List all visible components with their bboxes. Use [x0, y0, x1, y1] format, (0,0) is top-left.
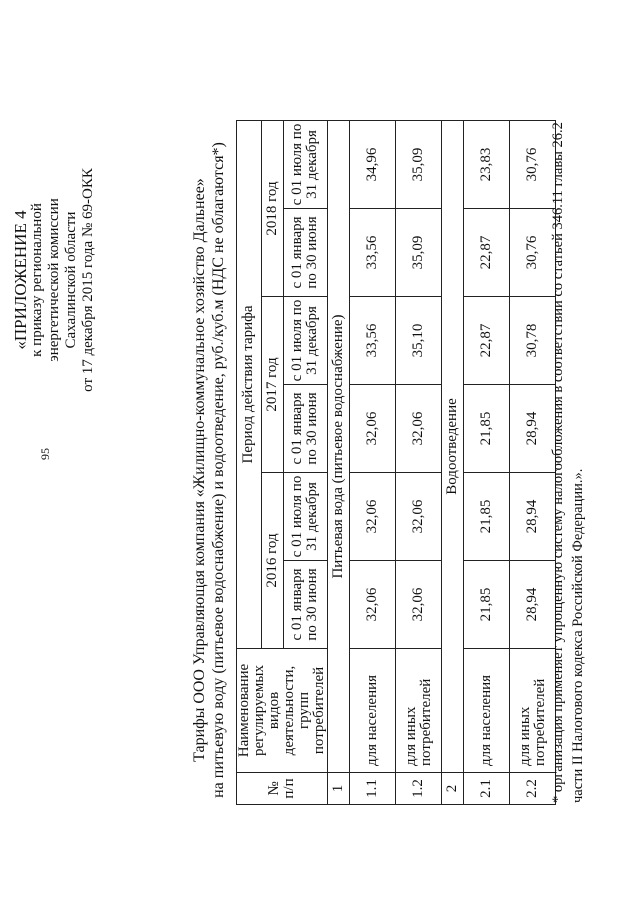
cell-value: 32,06	[396, 473, 442, 561]
cell-value: 34,96	[350, 121, 396, 209]
appendix-block	[12, 150, 97, 410]
cell-value: 30,76	[510, 209, 556, 297]
row-name: для населения	[464, 649, 510, 773]
cell-value: 32,06	[396, 561, 442, 649]
appendix-line: к приказу региональной	[29, 203, 45, 357]
row-name: для населения	[350, 649, 396, 773]
header-half: с 01 июля по 31 декабря	[283, 473, 327, 561]
header-half: с 01 июля по 31 декабря	[283, 121, 327, 209]
cell-value: 21,85	[464, 473, 510, 561]
title-line: на питьевую воду (питьевое водоснабжение) и водоотведение, руб./куб.м (НДС не облагаются*)	[210, 142, 227, 798]
cell-value: 21,85	[464, 561, 510, 649]
row-name: для иных потребителей	[510, 649, 556, 773]
section-num: 2	[442, 773, 464, 805]
row-num: 1.2	[396, 773, 442, 805]
cell-value: 32,06	[350, 385, 396, 473]
cell-value: 28,94	[510, 385, 556, 473]
section-num: 1	[328, 773, 350, 805]
cell-value: 35,09	[396, 209, 442, 297]
tariff-table	[236, 120, 556, 805]
document-title	[190, 140, 228, 800]
cell-value: 33,56	[350, 297, 396, 385]
section-title: Водоотведение	[442, 121, 464, 773]
footnote	[548, 83, 588, 803]
header-num: № п/п	[237, 773, 328, 805]
header-half: с 01 июля по 31 декабря	[283, 297, 327, 385]
appendix-title: «ПРИЛОЖЕНИЕ 4	[11, 210, 30, 350]
header-half: с 01 января по 30 июня	[283, 385, 327, 473]
header-half: с 01 января по 30 июня	[283, 209, 327, 297]
row-num: 2.1	[464, 773, 510, 805]
cell-value: 28,94	[510, 561, 556, 649]
cell-value: 35,09	[396, 121, 442, 209]
cell-value: 28,94	[510, 473, 556, 561]
header-name: Наименование регулируемых видов деятельности, групп потребителей	[237, 649, 328, 773]
footnote-line: части II Налогового кодекса Российской Федерации.».	[570, 468, 586, 803]
header-year-2018: 2018 год	[261, 121, 283, 297]
section-title: Питьевая вода (питьевое водоснабжение)	[328, 121, 350, 773]
cell-value: 35,10	[396, 297, 442, 385]
cell-value: 32,06	[350, 561, 396, 649]
appendix-line: от 17 декабря 2015 года № 69-ОКК	[80, 168, 96, 392]
row-num: 1.1	[350, 773, 396, 805]
cell-value: 32,06	[396, 385, 442, 473]
header-half: с 01 января по 30 июня	[283, 561, 327, 649]
cell-value: 32,06	[350, 473, 396, 561]
section-row	[328, 121, 350, 805]
cell-value: 21,85	[464, 385, 510, 473]
footnote-line: * организация применяет упрощенную систему налогообложения в соответствии со статьей 346.11 главы 26.2	[550, 122, 566, 803]
table-row	[350, 121, 396, 805]
title-line: Тарифы ООО Управляющая компания «Жилищно-коммунальное хозяйство Дальнее»	[191, 178, 208, 762]
header-year-2016: 2016 год	[261, 473, 283, 649]
cell-value: 30,78	[510, 297, 556, 385]
appendix-line: энергетической комиссии	[46, 198, 62, 362]
row-num: 2.2	[510, 773, 556, 805]
section-row	[442, 121, 464, 805]
page-number: 95	[38, 448, 52, 460]
table-row	[464, 121, 510, 805]
cell-value: 30,76	[510, 121, 556, 209]
row-name: для иных потребителей	[396, 649, 442, 773]
cell-value: 23,83	[464, 121, 510, 209]
appendix-line: Сахалинской области	[63, 211, 79, 349]
table-row	[396, 121, 442, 805]
cell-value: 22,87	[464, 297, 510, 385]
cell-value: 33,56	[350, 209, 396, 297]
cell-value: 22,87	[464, 209, 510, 297]
header-period: Период действия тарифа	[237, 121, 262, 649]
header-year-2017: 2017 год	[261, 297, 283, 473]
